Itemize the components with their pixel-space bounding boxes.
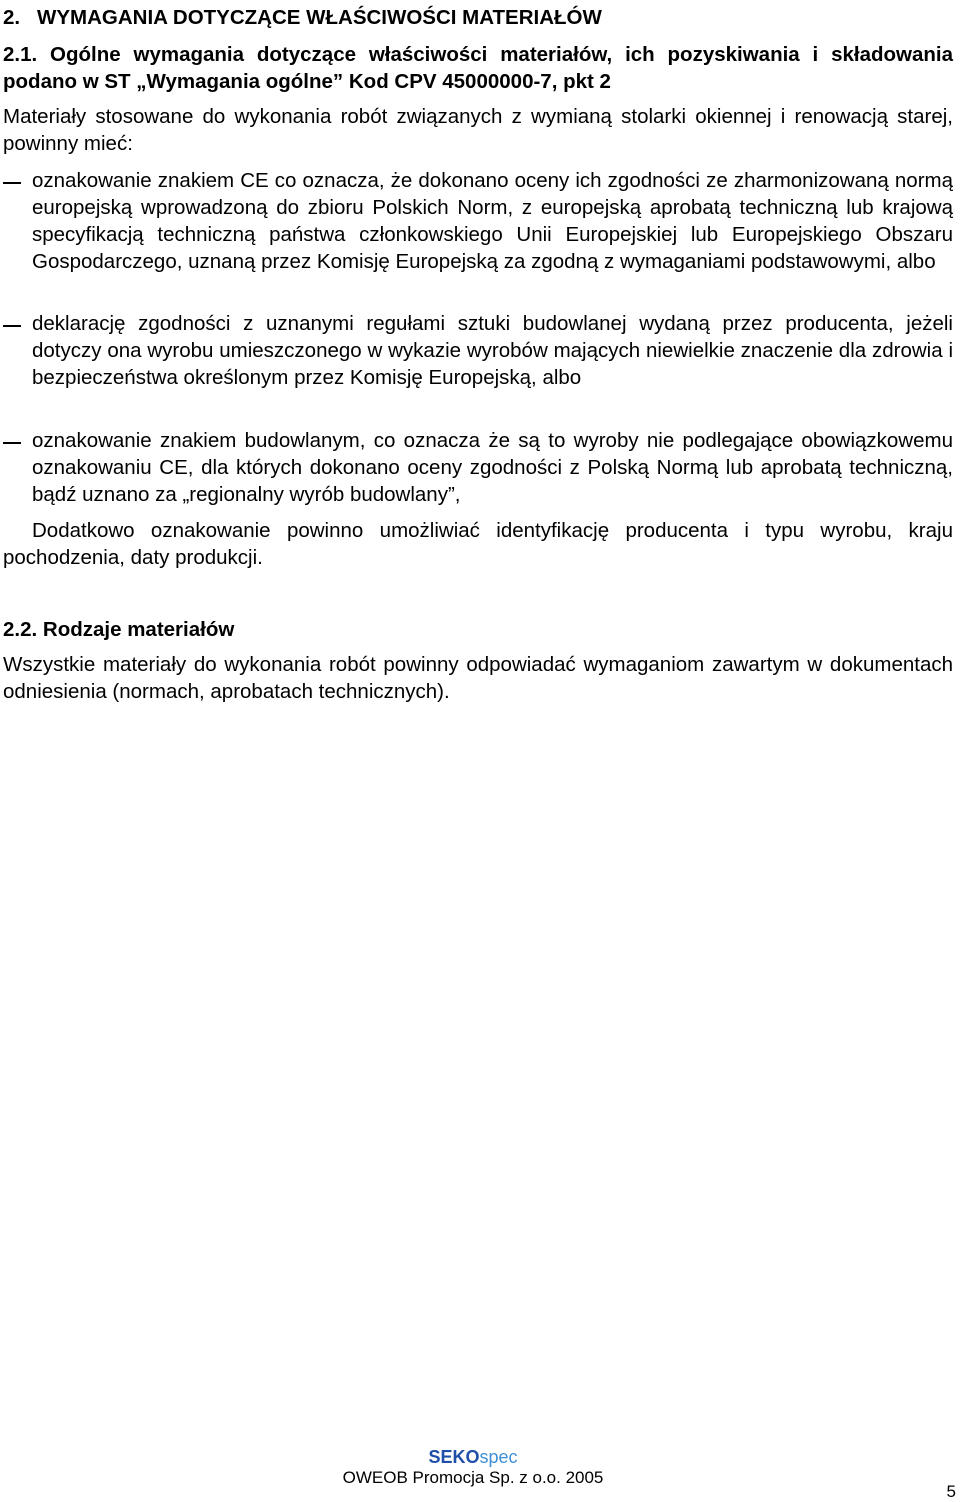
logo-part-spec: spec: [479, 1447, 518, 1467]
logo-part-seko: SEKO: [428, 1447, 480, 1467]
intro-paragraph: Materiały stosowane do wykonania robót związanych z wymianą stolarki okiennej i renowacją starej, powinny mieć:: [3, 105, 953, 155]
list-item-text: oznakowanie znakiem CE co oznacza, że dokonano oceny ich zgodności ze zharmonizowaną normą europejską wprowadzoną do zbioru Polskich Norm, z europejską aprobatą techniczną lub krajową specyfikacją techniczną państwa członkowskiego Unii Europejskiej lub Europejskiego Obszaru Gospodarczego, uznaną przez Komisję Europejską za zgodną z wymaganiami podstawowymi, albo: [32, 169, 953, 273]
section-title: WYMAGANIA DOTYCZĄCE WŁAŚCIWOŚCI MATERIAŁÓW: [37, 6, 602, 29]
additional-paragraph: Dodatkowo oznakowanie powinno umożliwiać identyfikację producenta i typu wyrobu, kraju pochodzenia, daty produkcji.: [3, 519, 953, 569]
subsection-number: 2.2.: [3, 618, 38, 641]
dash-bullet-icon: [0, 427, 32, 508]
list-item: [0, 167, 953, 275]
footer-logo: [0, 1446, 946, 1468]
list-item: [0, 427, 953, 508]
dash-bullet-icon: [0, 310, 32, 391]
list-item-text: oznakowanie znakiem budowlanym, co oznacza że są to wyroby nie podlegające obowiązkowemu oznakowaniu CE, dla których dokonano oceny zgodności z Polską Normą lub aprobatą techniczną, bądź uznano za „regionalny wyrób budowlany”,: [32, 429, 953, 506]
page-number: 5: [946, 1482, 956, 1501]
subsection-heading-2-2: [3, 616, 234, 643]
section-number: 2.: [3, 6, 21, 29]
subsection-heading-2-1: 2.1. Ogólne wymagania dotyczące właściwości materiałów, ich pozyskiwania i składowania podano w ST „Wymagania ogólne” Kod CPV 45000000-7, pkt 2: [3, 43, 953, 93]
footer-organization: OWEOB Promocja Sp. z o.o. 2005: [342, 1468, 604, 1487]
subsection-title: Rodzaje materiałów: [42, 618, 235, 641]
list-item: [0, 310, 953, 391]
section-heading: [3, 4, 953, 31]
dash-bullet-icon: [0, 167, 32, 275]
materials-paragraph: Wszystkie materiały do wykonania robót powinny odpowiadać wymaganiom zawartym w dokumentach odniesienia (normach, aprobatach technicznych).: [3, 653, 953, 703]
list-item-text: deklarację zgodności z uznanymi regułami sztuki budowlanej wydaną przez producenta, jeżeli dotyczy ona wyrobu umieszczonego w wykazie wyrobów mających niewielkie znaczenie dla zdrowia i bezpieczeństwa określonym przez Komisję Europejską, albo: [32, 312, 953, 389]
